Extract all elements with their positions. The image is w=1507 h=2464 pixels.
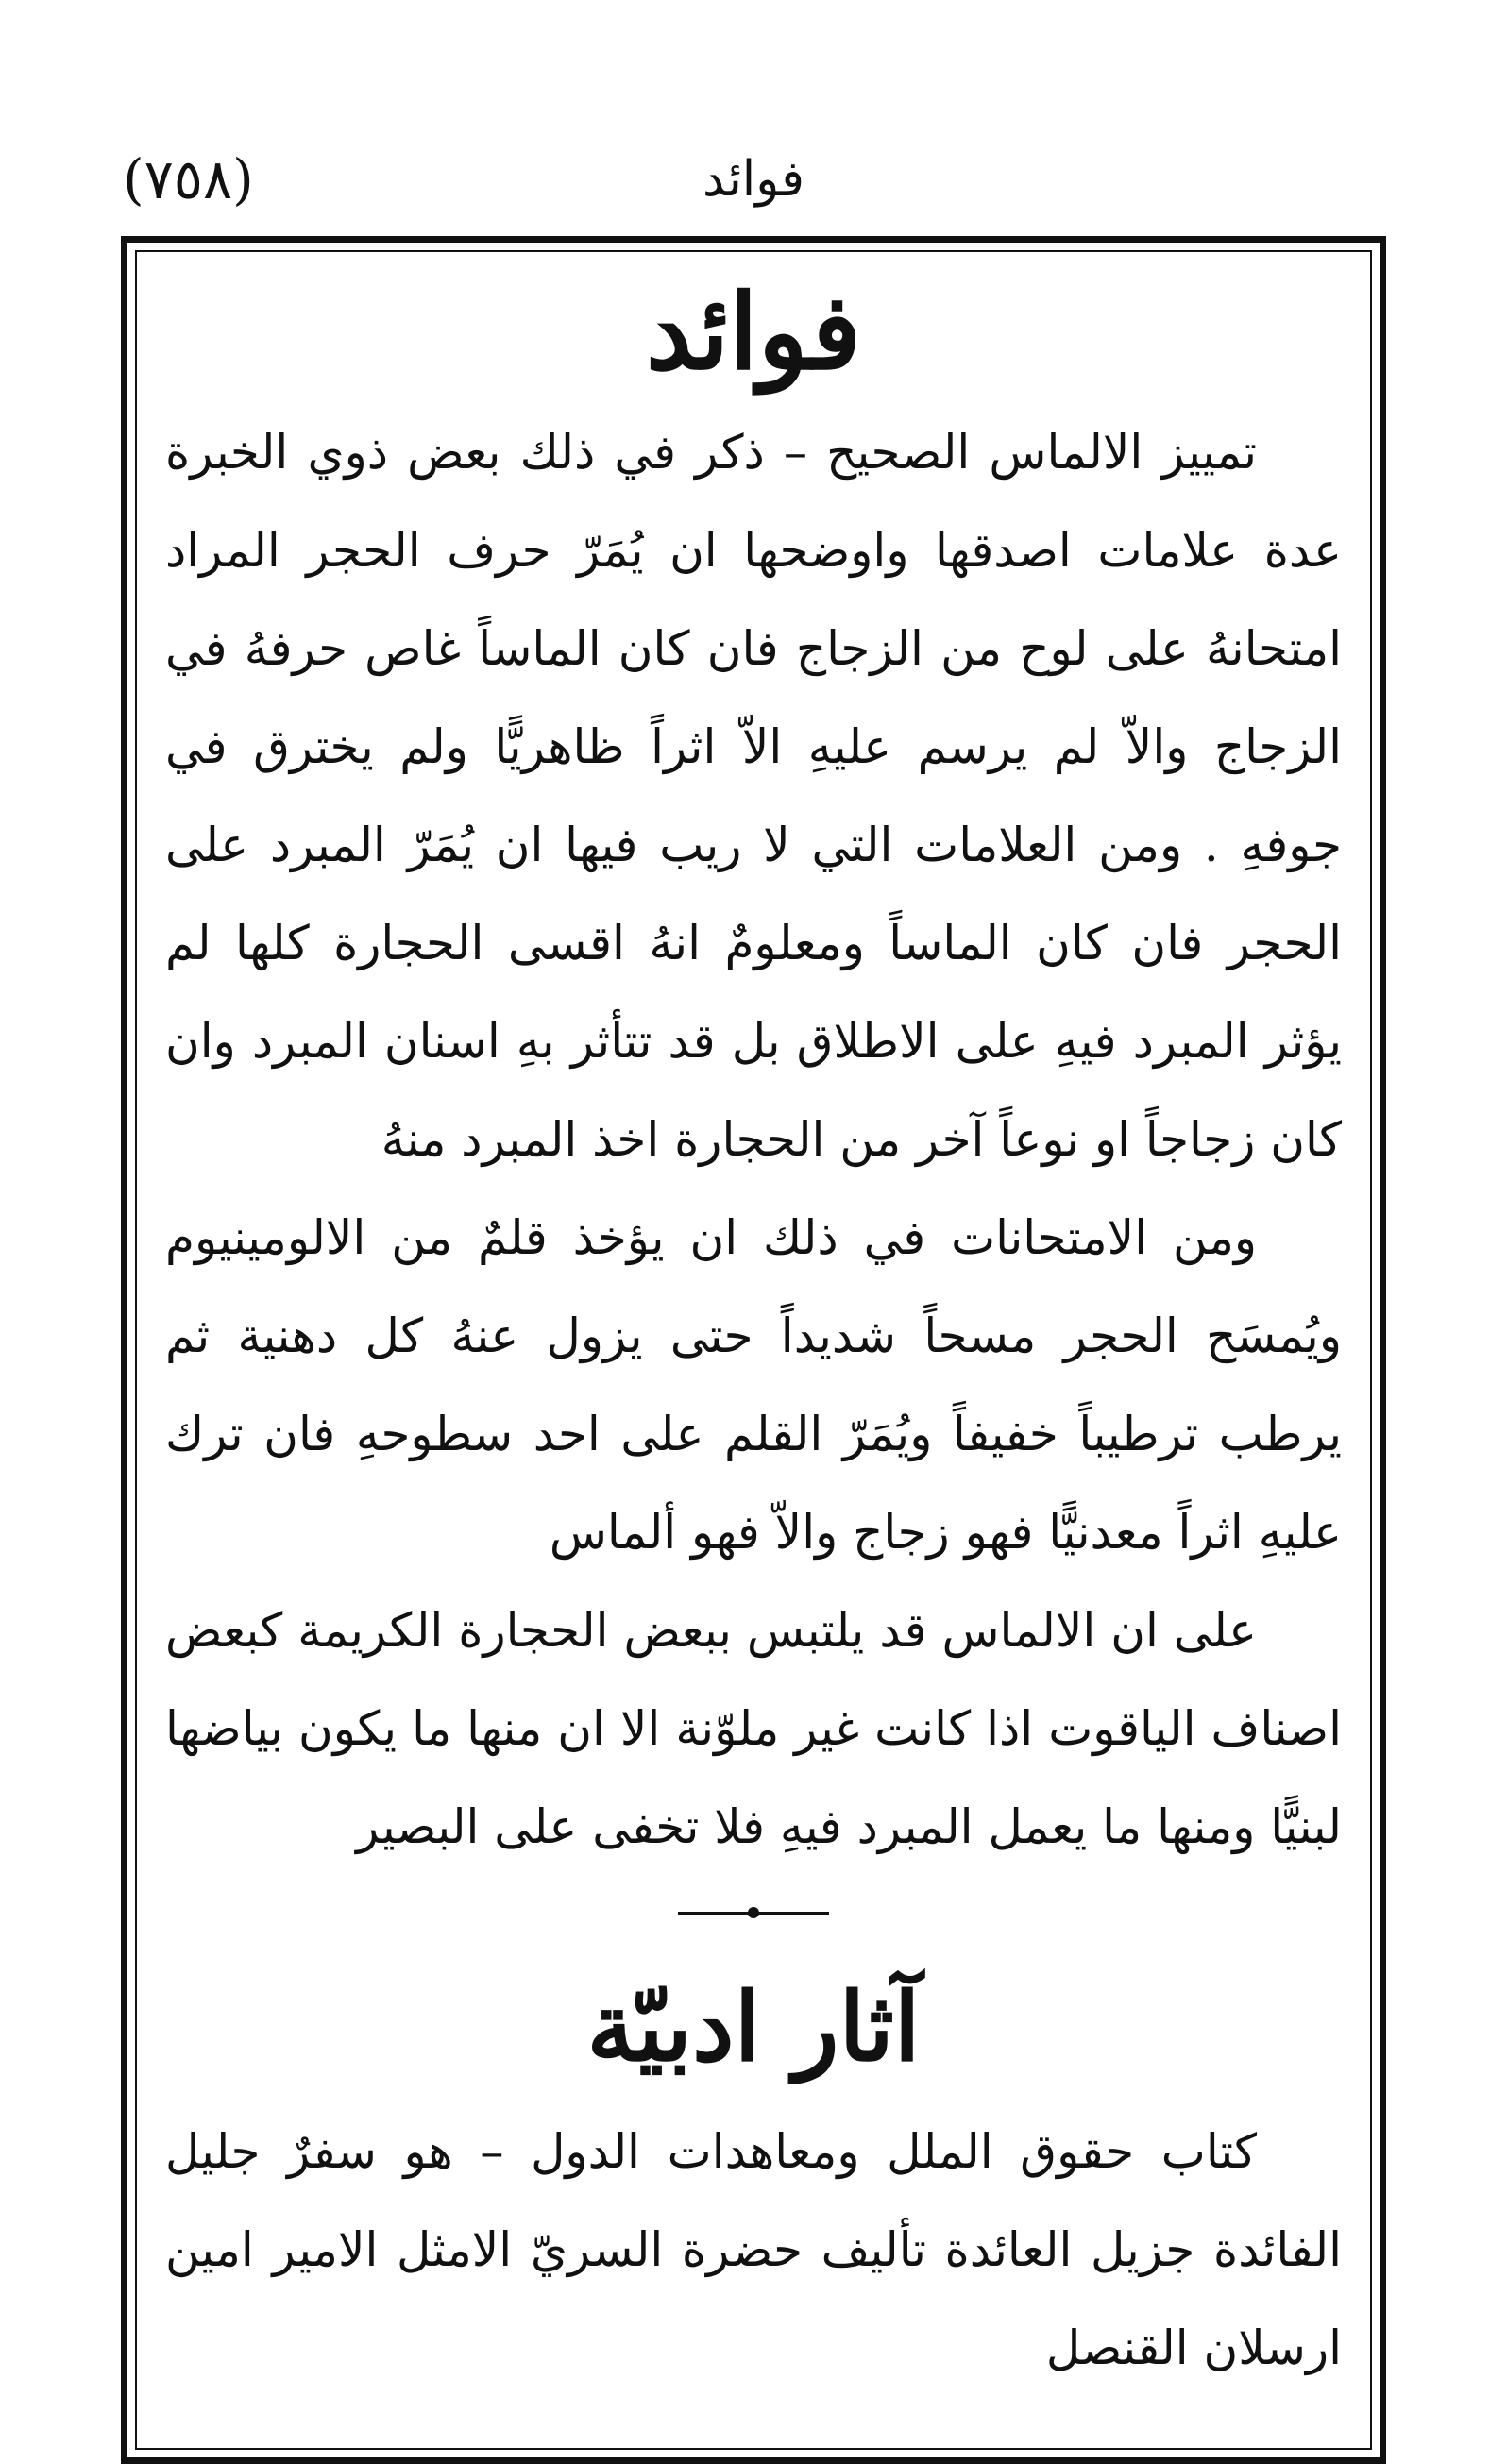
paragraph-diamond-test-3: على ان الالماس قد يلتبس ببعض الحجارة الكريمة كبعض اصناف الياقوت اذا كانت غير ملوّنة الا ان منها ما يكون بياضها لبنيًّا ومنها ما يعمل المبرد فيهِ فلا تخفى على البصير (165, 1603, 1342, 1854)
page-content (165, 262, 1342, 2439)
running-head (123, 142, 1384, 217)
section-title-literary: آثار ادبيّة (586, 1971, 921, 2083)
paragraph-diamond-test-1: تمييز الالماس الصحيح – ذكر في ذلك بعض ذوي الخبرة عدة علامات اصدقها واوضحها ان يُمَرّ حرف الحجر المراد امتحانهُ على لوح من الزجاج فان كان الماساً غاص حرفهُ في الزجاج والاّ لم يرسم عليهِ الاّ اثراً ظاهريًّا ولم يخترق في جوفهِ . ومن العلامات التي لا ريب فيها ان يُمَرّ المبرد على الحجر فان كان الماساً ومعلومٌ انهُ اقسى الحجارة كلها لم يؤثر المبرد فيهِ على الاطلاق بل قد تتأثر بهِ اسنان المبرد وان كان زجاجاً او نوعاً آخر من الحجارة اخذ المبرد منهُ (165, 425, 1342, 1167)
page-frame (121, 236, 1386, 2464)
page-number: (٧٥٨) (123, 147, 254, 211)
section-title-fawaid: فوائد (645, 271, 862, 393)
running-title: فوائد (703, 151, 804, 208)
paragraph-book-review: كتاب حقوق الملل ومعاهدات الدول – هو سفرٌ جليل الفائدة جزيل العائدة تأليف حضرة السريّ الامثل الامير امين ارسلان القنصل (165, 2124, 1342, 2375)
section-divider (165, 1876, 1342, 1951)
divider-dot (748, 1907, 759, 1918)
paragraph-diamond-test-2: ومن الامتحانات في ذلك ان يؤخذ قلمٌ من الالومينيوم ويُمسَح الحجر مسحاً شديداً حتى يزول عنهُ كل دهنية ثم يرطب ترطيباً خفيفاً ويُمَرّ القلم على احد سطوحهِ فان ترك عليهِ اثراً معدنيًّا فهو زجاج والاّ فهو ألماس (165, 1210, 1342, 1560)
